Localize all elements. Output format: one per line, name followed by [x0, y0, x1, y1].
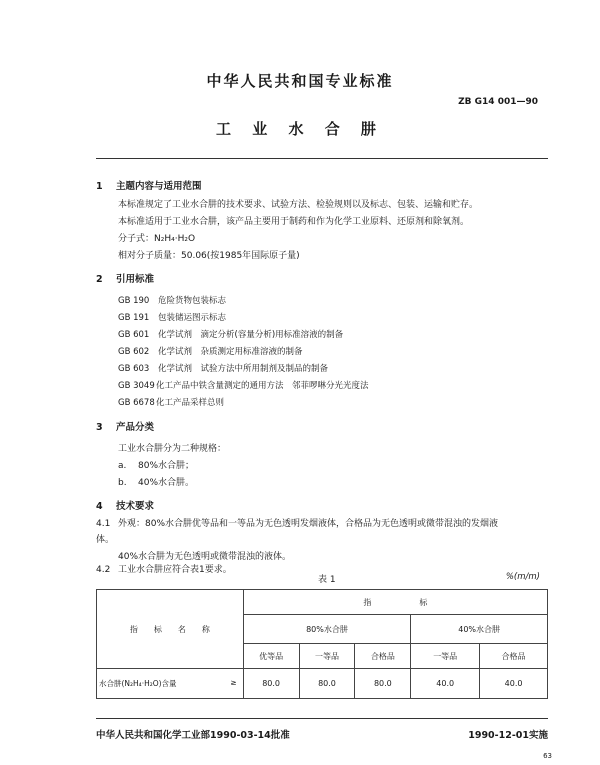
reference-item [118, 396, 224, 408]
indicator-name-header: 指 标 名 称 [97, 590, 244, 669]
value-cell: 80.0 [243, 669, 299, 699]
grade-header: 优等品 [243, 644, 299, 669]
group-40-header: 40%水合肼 [411, 615, 548, 644]
standard-code: ZB G14 001—90 [458, 97, 538, 107]
clause-text: 外观：80%水合肼优等品和一等品为无色透明发烟液体，合格品为无色透明或微带混浊的发烟液 [118, 519, 499, 529]
table-row [97, 669, 548, 699]
clause-4-2 [96, 562, 232, 575]
grade-header: 合格品 [480, 644, 548, 669]
spec-table [96, 589, 548, 699]
value-cell: 40.0 [411, 669, 480, 699]
paragraph: 本标准适用于工业水合肼，该产品主要用于制药和作为化学工业原料、还原剂和除氧剂。 [118, 217, 470, 227]
group-80-header: 80%水合肼 [243, 615, 411, 644]
row-label-cell [97, 669, 244, 699]
reference-code: GB 190 [118, 296, 150, 306]
footer-rule [96, 718, 548, 719]
molecular-formula: 分子式：N₂H₄·H₂O [118, 234, 196, 244]
reference-code: GB 6678 [118, 398, 155, 408]
reference-title: 包装储运图示标志 [158, 313, 227, 323]
approval-line: 中华人民共和国化学工业部1990-03-14批准 [96, 730, 290, 741]
grade-header: 合格品 [355, 644, 411, 669]
table-unit: %(m/m) [505, 572, 540, 582]
reference-item [118, 294, 226, 306]
section-number: 1 [96, 181, 103, 192]
reference-title: 化工产品中铁含量测定的通用方法 邻菲啰啉分光光度法 [156, 381, 369, 391]
table-title: 表 1 [318, 575, 336, 585]
reference-item [118, 311, 226, 323]
standard-category: 中华人民共和国专业标准 [206, 72, 394, 90]
list-item [118, 458, 194, 471]
reference-code: GB 191 [118, 313, 150, 323]
section-1-heading [96, 178, 202, 192]
grade-header: 一等品 [299, 644, 355, 669]
reference-title: 化学试剂 杂质测定用标准溶液的制备 [158, 347, 303, 357]
reference-item [118, 345, 303, 357]
reference-title: 化学试剂 试验方法中所用制剂及制品的制备 [158, 364, 329, 374]
section-2-heading [96, 271, 154, 285]
reference-title: 化工产品采样总则 [156, 398, 225, 408]
reference-title: 化学试剂 滴定分析(容量分析)用标准溶液的制备 [158, 330, 344, 340]
clause-text: 40%水合肼为无色透明或微带混浊的液体。 [118, 552, 292, 562]
clause-number: 4.1 [96, 519, 111, 529]
list-text: 80%水合肼； [138, 461, 195, 471]
clause-text-continued: 体。 [96, 535, 115, 545]
reference-item [118, 362, 328, 374]
header-rule [96, 158, 548, 159]
effective-date: 1990-12-01实施 [468, 730, 548, 741]
value-cell: 40.0 [480, 669, 548, 699]
list-mark: a. [118, 461, 127, 471]
reference-code: GB 602 [118, 347, 150, 357]
section-title: 技术要求 [116, 501, 155, 512]
paragraph: 工业水合肼分为二种规格： [118, 444, 227, 454]
document-title: 工 业 水 合 肼 [216, 120, 384, 138]
section-title: 引用标准 [116, 274, 155, 285]
reference-code: GB 3049 [118, 381, 155, 391]
clause-number: 4.2 [96, 565, 111, 575]
clause-4-1 [96, 516, 498, 529]
value-cell: 80.0 [299, 669, 355, 699]
molecular-mass: 相对分子质量：50.06(按1985年国际原子量) [118, 251, 300, 261]
grade-header: 一等品 [411, 644, 480, 669]
clause-text: 工业水合肼应符合表1要求。 [118, 565, 232, 575]
page-number: 63 [543, 752, 552, 760]
table-row [97, 590, 548, 615]
paragraph: 本标准规定了工业水合肼的技术要求、试验方法、检验规则以及标志、包装、运输和贮存。 [118, 200, 479, 210]
list-text: 40%水合肼。 [138, 478, 195, 488]
section-3-heading [96, 419, 154, 433]
section-number: 3 [96, 422, 103, 433]
reference-code: GB 603 [118, 364, 150, 374]
list-item [118, 475, 194, 488]
index-header: 指 标 [243, 590, 547, 615]
reference-item [118, 379, 369, 391]
reference-item [118, 328, 343, 340]
value-cell: 80.0 [355, 669, 411, 699]
row-operator: ≥ [230, 678, 237, 687]
reference-code: GB 601 [118, 330, 150, 340]
list-mark: b. [118, 478, 127, 488]
reference-title: 危险货物包装标志 [158, 296, 227, 306]
section-number: 4 [96, 501, 103, 512]
row-label: 水合肼(N₂H₄·H₂O)含量 [99, 679, 177, 688]
section-title: 主题内容与适用范围 [116, 181, 202, 192]
section-number: 2 [96, 274, 103, 285]
section-title: 产品分类 [116, 422, 155, 433]
section-4-heading [96, 498, 154, 512]
